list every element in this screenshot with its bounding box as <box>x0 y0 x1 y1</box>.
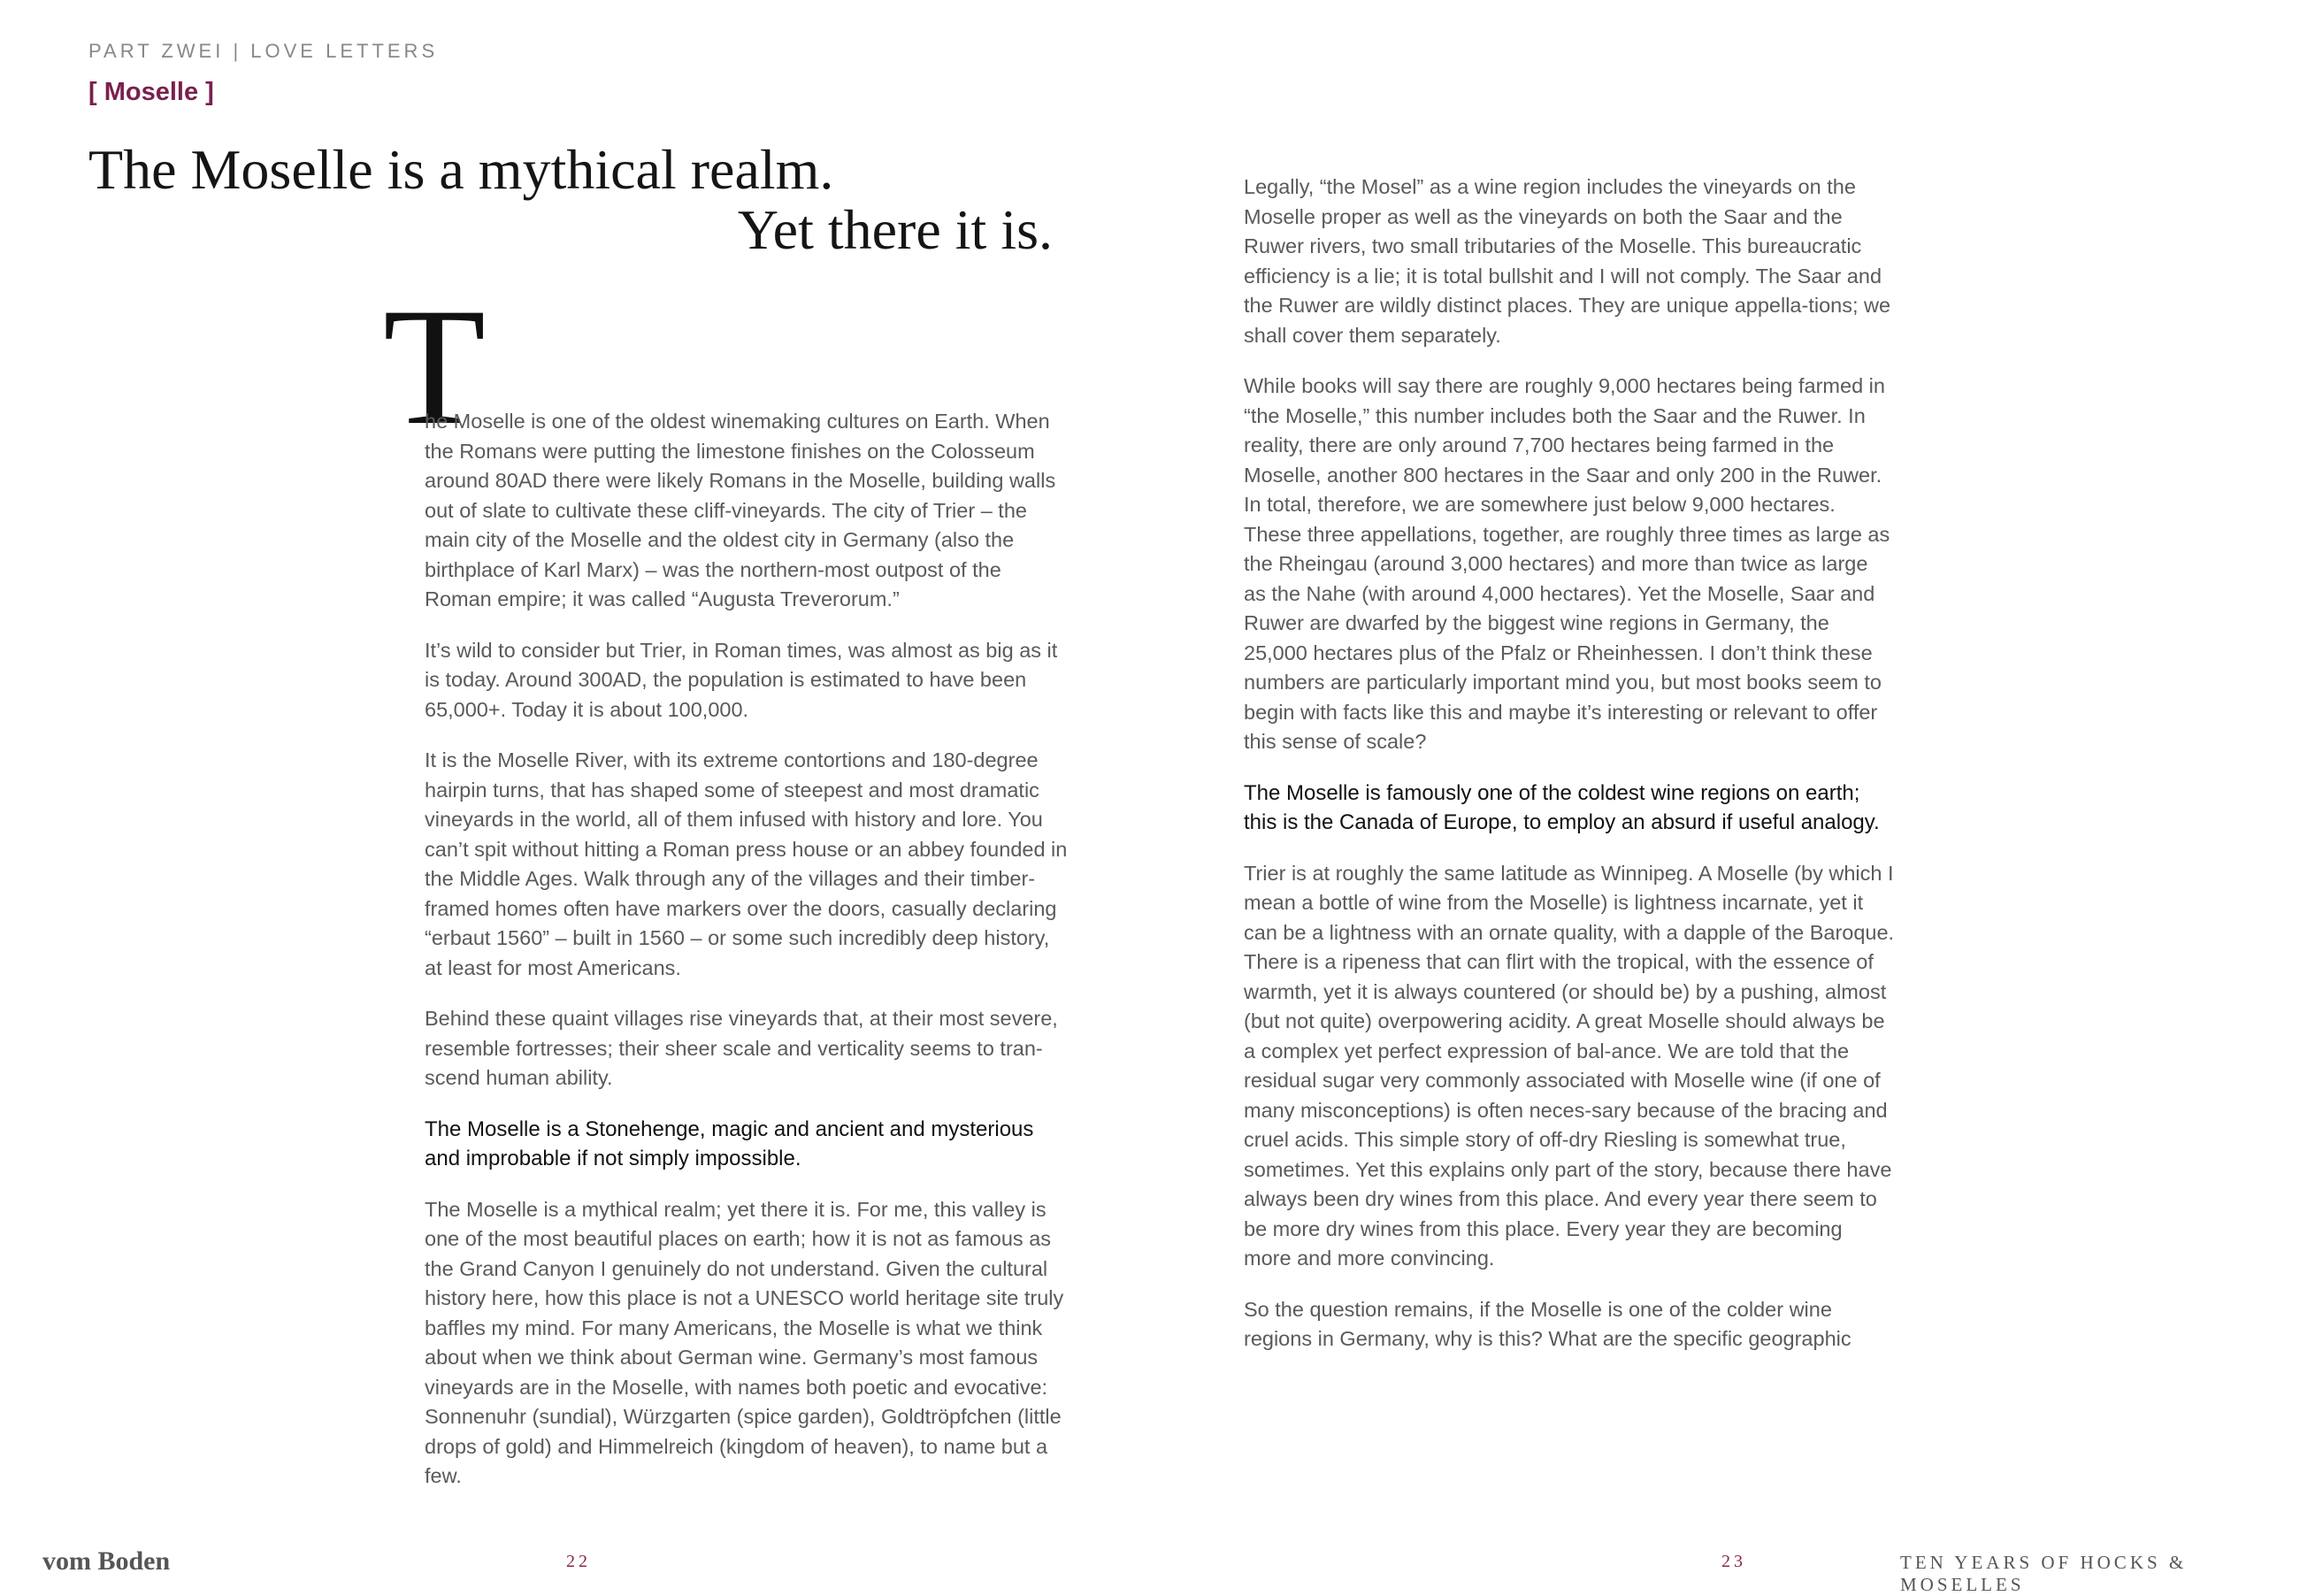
headline-line-2: Yet there it is. <box>737 198 1053 261</box>
right-pull-quote: The Moselle is famously one of the coldest wine regions on earth; this is the Canada of Europe, to employ an absurd if useful analogy. <box>1244 780 1880 834</box>
right-text-column <box>1244 173 1895 1376</box>
left-paragraph-3: It is the Moselle River, with its extreme contortions and 180-degree hairpin turns, that has shaped some of steepest and most dramatic vineyards in the world, all of them infused with history and lore. You can’t spit without hitting a Roman press house or an abbey founded in the Middle Ages. Walk through any of the villages and their timber-framed homes often have markers over the doors, casually declaring “erbaut 1560” – built in 1560 – or some such incredibly deep history, at least for most Americans. <box>425 748 1068 979</box>
headline-line-1: The Moselle is a mythical realm. <box>88 138 834 201</box>
section-tag: [ Moselle ] <box>88 78 214 106</box>
left-paragraph-6: The Moselle is a mythical realm; yet there it is. For me, this valley is one of the most beautiful places on earth; how it is not as famous as the Grand Canyon I genuinely do not understand. Given the cultural history here, how this place is not a UNESCO world heritage site truly baffles my mind. For many Americans, the Moselle is what we think about when we think about German wine. Germany’s most famous vineyards are in the Moselle, with names both poetic and evocative: Sonnenuhr (sundial), Würzgarten (spice garden), Goldtröpfchen (little drops of gold) and Himmelreich (kingdom of heaven), to name but a few. <box>425 1197 1064 1487</box>
left-paragraph-1: he Moselle is one of the oldest winemaking cultures on Earth. When the Romans were putting the limestone finishes on the Colosseum around 80AD there were likely Romans in the Moselle, building walls out of slate to cultivate these cliff-vineyards. The city of Trier – the main city of the Moselle and the oldest city in Germany (also the birthplace of Karl Marx) – was the northern-most outpost of the Roman empire; it was called “Augusta Treverorum.” <box>425 410 1056 610</box>
section-eyebrow: PART ZWEI | LOVE LETTERS <box>88 40 439 62</box>
page-headline <box>88 140 1053 260</box>
right-paragraph-5: So the question remains, if the Moselle is one of the colder wine regions in Germany, why is this? What are the specific geographic <box>1244 1297 1852 1350</box>
left-text-column <box>425 407 1070 1513</box>
left-paragraph-2: It’s wild to consider but Trier, in Roman times, was almost as big as it is today. Around 300AD, the population is estimated to have been 65,000+. Today it is about 100,000. <box>425 638 1058 721</box>
right-paragraph-1: Legally, “the Mosel” as a wine region includes the vineyards on the Moselle proper as well as the vineyards on both the Saar and the Ruwer rivers, two small tributaries of the Moselle. This bureaucratic efficiency is a lie; it is total bullshit and I will not comply. The Saar and the Ruwer are wildly distinct places. They are unique appella-tions; we shall cover them separately. <box>1244 175 1891 347</box>
drop-cap: T <box>383 274 487 460</box>
publisher-logo: vom Boden <box>42 1546 171 1576</box>
page-number-right: 23 <box>1721 1552 1746 1571</box>
running-book-title: TEN YEARS OF HOCKS & MOSELLES <box>1900 1552 2188 1595</box>
right-paragraph-4: Trier is at roughly the same latitude as Winnipeg. A Moselle (by which I mean a bottle of wine from the Moselle) is lightness incarnate, yet it can be a lightness with an ornate quality, with a dapple of the Baroque. There is a ripeness that can flirt with the tropical, with the essence of warmth, yet it is always countered (or should be) by a pushing, almost (but not quite) overpowering acidity. A great Moselle should always be a complex yet perfect expression of bal-ance. We are told that the residual sugar very commonly associated with Moselle wine (if one of many misconceptions) is often neces-sary because of the bracing and cruel acids. This simple story of off-dry Riesling is somewhat true, sometimes. Yet this explains only part of the story, because there have always been dry wines from this place. And every year there seem to be more dry wines from this place. Every year they are becoming more and more convincing. <box>1244 861 1895 1270</box>
right-paragraph-2: While books will say there are roughly 9,000 hectares being farmed in “the Moselle,” this number includes both the Saar and the Ruwer. In reality, there are only around 7,700 hectares being farmed in the Moselle, another 800 hectares in the Saar and only 200 in the Ruwer. In total, therefore, we are somewhere just below 9,000 hectares. These three appellations, together, are roughly three times as large as the Rheingau (around 3,000 hectares) and more than twice as large as the Nahe (with around 4,000 hectares). Yet the Moselle, Saar and Ruwer are dwarfed by the biggest wine regions in Germany, the 25,000 hectares plus of the Pfalz or Rheinhessen. I don’t think these numbers are particularly important mind you, but most books seem to begin with facts like this and maybe it’s interesting or relevant to offer this sense of scale? <box>1244 374 1890 753</box>
page-number-left: 22 <box>566 1552 591 1571</box>
left-pull-quote: The Moselle is a Stonehenge, magic and ancient and mysterious and improbable if not simply impossible. <box>425 1116 1034 1170</box>
left-paragraph-4: Behind these quaint villages rise vineyards that, at their most severe, resemble fortresses; their sheer scale and verticality seems to tran-scend human ability. <box>425 1007 1058 1089</box>
